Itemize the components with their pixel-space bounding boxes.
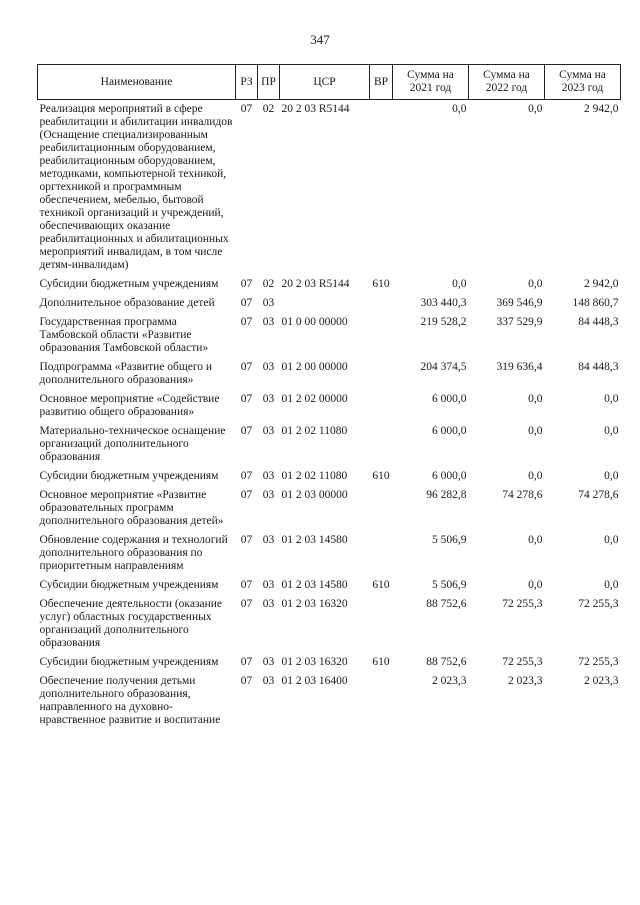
cell-sum-2022: 2 023,3 bbox=[508, 675, 543, 687]
cell-vr bbox=[370, 358, 393, 390]
table-row bbox=[38, 486, 621, 531]
cell-vr: 610 bbox=[372, 579, 390, 591]
cell-rz: 07 bbox=[240, 656, 253, 668]
cell-sum-2021: 0,0 bbox=[452, 103, 467, 115]
header-rz: РЗ bbox=[236, 65, 258, 100]
cell-sum-2023: 0,0 bbox=[604, 579, 619, 591]
table-row bbox=[38, 313, 621, 358]
cell-rz: 07 bbox=[240, 598, 253, 610]
table-row bbox=[38, 595, 621, 653]
cell-sum-2022: 0,0 bbox=[528, 579, 543, 591]
cell-rz: 07 bbox=[240, 489, 253, 501]
table-row bbox=[38, 653, 621, 672]
cell-sum-2021: 96 282,8 bbox=[426, 489, 467, 501]
cell-sum-2021: 6 000,0 bbox=[432, 470, 467, 482]
cell-sum-2021: 6 000,0 bbox=[432, 393, 467, 405]
table-row bbox=[38, 531, 621, 576]
cell-pr: 03 bbox=[262, 534, 275, 546]
cell-sum-2022: 0,0 bbox=[528, 470, 543, 482]
cell-name: Основное мероприятие «Содействие развитию общего образования» bbox=[39, 393, 220, 418]
cell-pr: 03 bbox=[262, 297, 275, 309]
cell-sum-2021: 88 752,6 bbox=[426, 598, 467, 610]
cell-name: Обновление содержания и технологий дополнительного образования по приоритетным направлениям bbox=[39, 534, 228, 572]
cell-pr: 02 bbox=[262, 103, 275, 115]
header-vr: ВР bbox=[370, 65, 393, 100]
cell-csr: 01 2 03 16400 bbox=[281, 675, 348, 687]
table-row bbox=[38, 422, 621, 467]
cell-name: Подпрограмма «Развитие общего и дополнительного образования» bbox=[39, 361, 213, 386]
cell-pr: 03 bbox=[262, 470, 275, 482]
cell-csr: 01 2 02 11080 bbox=[281, 470, 348, 482]
cell-sum-2022: 72 255,3 bbox=[502, 598, 543, 610]
header-pr: ПР bbox=[258, 65, 280, 100]
cell-sum-2023: 0,0 bbox=[604, 470, 619, 482]
cell-csr: 01 2 03 16320 bbox=[281, 598, 348, 610]
cell-sum-2023: 74 278,6 bbox=[578, 489, 619, 501]
header-sum-2021: Сумма на 2021 год bbox=[393, 65, 469, 100]
cell-name: Субсидии бюджетным учреждениям bbox=[39, 470, 219, 482]
cell-csr: 01 0 00 00000 bbox=[281, 316, 348, 328]
cell-rz: 07 bbox=[240, 534, 253, 546]
cell-csr: 01 2 03 00000 bbox=[281, 489, 348, 501]
cell-csr: 01 2 02 11080 bbox=[281, 425, 348, 437]
cell-rz: 07 bbox=[240, 103, 253, 115]
cell-csr: 20 2 03 R5144 bbox=[281, 103, 350, 115]
cell-vr bbox=[370, 422, 393, 467]
cell-sum-2023: 0,0 bbox=[604, 534, 619, 546]
cell-sum-2023: 2 023,3 bbox=[584, 675, 619, 687]
cell-pr: 03 bbox=[262, 425, 275, 437]
cell-sum-2021: 88 752,6 bbox=[426, 656, 467, 668]
cell-csr: 01 2 02 00000 bbox=[281, 393, 348, 405]
cell-sum-2021: 6 000,0 bbox=[432, 425, 467, 437]
cell-name: Реализация мероприятий в сфере реабилитации и абилитации инвалидов (Оснащение специализированным реабилитационным оборудованием, реабилитационным оборудованием, методиками, компьютерной техникой, оргтехникой и программным обеспечением, мебелью, бытовой техникой организаций и учреждений, обеспечивающих оказание реабилитационных и абилитационных мероприятий инвалидам, в том числе детям-инвалидам) bbox=[39, 103, 233, 271]
cell-name: Обеспечение получения детьми дополнительного образования, направленного на духовно-нравственное развитие и воспитание bbox=[39, 675, 221, 726]
budget-table bbox=[37, 64, 621, 730]
cell-name: Субсидии бюджетным учреждениям bbox=[39, 579, 219, 591]
header-sum-2022: Сумма на 2022 год bbox=[469, 65, 545, 100]
table-row bbox=[38, 390, 621, 422]
cell-sum-2022: 0,0 bbox=[528, 103, 543, 115]
cell-name: Материально-техническое оснащение организаций дополнительного образования bbox=[39, 425, 226, 463]
cell-pr: 02 bbox=[262, 278, 275, 290]
cell-vr bbox=[370, 294, 393, 313]
cell-sum-2021: 204 374,5 bbox=[420, 361, 467, 373]
cell-sum-2023: 84 448,3 bbox=[578, 316, 619, 328]
cell-name: Субсидии бюджетным учреждениям bbox=[39, 656, 219, 668]
cell-vr bbox=[370, 100, 393, 276]
cell-csr bbox=[280, 294, 370, 313]
cell-vr bbox=[370, 531, 393, 576]
table-row bbox=[38, 467, 621, 486]
header-name: Наименование bbox=[38, 65, 236, 100]
header-sum-2023: Сумма на 2023 год bbox=[545, 65, 621, 100]
cell-name: Дополнительное образование детей bbox=[39, 297, 215, 309]
cell-sum-2021: 303 440,3 bbox=[420, 297, 467, 309]
cell-rz: 07 bbox=[240, 278, 253, 290]
cell-sum-2022: 319 636,4 bbox=[496, 361, 543, 373]
header-csr: ЦСР bbox=[280, 65, 370, 100]
cell-sum-2023: 72 255,3 bbox=[578, 656, 619, 668]
cell-sum-2022: 0,0 bbox=[528, 278, 543, 290]
cell-name: Обеспечение деятельности (оказание услуг) областных государственных организаций дополнительного образования bbox=[39, 598, 223, 649]
cell-sum-2023: 84 448,3 bbox=[578, 361, 619, 373]
cell-rz: 07 bbox=[240, 361, 253, 373]
cell-sum-2023: 0,0 bbox=[604, 425, 619, 437]
cell-pr: 03 bbox=[262, 598, 275, 610]
cell-sum-2022: 0,0 bbox=[528, 425, 543, 437]
cell-sum-2022: 74 278,6 bbox=[502, 489, 543, 501]
cell-rz: 07 bbox=[240, 425, 253, 437]
cell-sum-2022: 369 546,9 bbox=[496, 297, 543, 309]
cell-vr bbox=[370, 390, 393, 422]
cell-sum-2022: 0,0 bbox=[528, 393, 543, 405]
cell-pr: 03 bbox=[262, 361, 275, 373]
cell-name: Субсидии бюджетным учреждениям bbox=[39, 278, 219, 290]
cell-sum-2023: 72 255,3 bbox=[578, 598, 619, 610]
cell-sum-2022: 72 255,3 bbox=[502, 656, 543, 668]
cell-vr: 610 bbox=[372, 278, 390, 290]
cell-sum-2021: 0,0 bbox=[452, 278, 467, 290]
cell-vr bbox=[370, 672, 393, 730]
cell-vr bbox=[370, 313, 393, 358]
cell-sum-2021: 5 506,9 bbox=[432, 534, 467, 546]
cell-vr bbox=[370, 486, 393, 531]
cell-pr: 03 bbox=[262, 675, 275, 687]
table-row bbox=[38, 294, 621, 313]
cell-sum-2023: 2 942,0 bbox=[584, 103, 619, 115]
cell-pr: 03 bbox=[262, 316, 275, 328]
cell-pr: 03 bbox=[262, 489, 275, 501]
table-row bbox=[38, 275, 621, 294]
cell-pr: 03 bbox=[262, 579, 275, 591]
cell-rz: 07 bbox=[240, 470, 253, 482]
cell-sum-2023: 2 942,0 bbox=[584, 278, 619, 290]
cell-sum-2021: 219 528,2 bbox=[420, 316, 467, 328]
cell-csr: 01 2 00 00000 bbox=[281, 361, 348, 373]
table-row bbox=[38, 576, 621, 595]
cell-name: Государственная программа Тамбовской области «Развитие образования Тамбовской области» bbox=[39, 316, 209, 354]
table-row bbox=[38, 672, 621, 730]
cell-csr: 20 2 03 R5144 bbox=[281, 278, 350, 290]
cell-pr: 03 bbox=[262, 393, 275, 405]
table-row bbox=[38, 100, 621, 276]
cell-sum-2021: 5 506,9 bbox=[432, 579, 467, 591]
cell-csr: 01 2 03 14580 bbox=[281, 534, 348, 546]
cell-rz: 07 bbox=[240, 675, 253, 687]
cell-csr: 01 2 03 16320 bbox=[281, 656, 348, 668]
cell-vr bbox=[370, 595, 393, 653]
cell-rz: 07 bbox=[240, 297, 253, 309]
cell-sum-2022: 0,0 bbox=[528, 534, 543, 546]
cell-rz: 07 bbox=[240, 316, 253, 328]
cell-sum-2023: 0,0 bbox=[604, 393, 619, 405]
table-row bbox=[38, 358, 621, 390]
cell-sum-2021: 2 023,3 bbox=[432, 675, 467, 687]
cell-vr: 610 bbox=[372, 470, 390, 482]
cell-name: Основное мероприятие «Развитие образовательных программ дополнительного образования детей» bbox=[39, 489, 224, 527]
table-header-row bbox=[38, 65, 621, 100]
cell-csr: 01 2 03 14580 bbox=[281, 579, 348, 591]
cell-sum-2022: 337 529,9 bbox=[496, 316, 543, 328]
cell-pr: 03 bbox=[262, 656, 275, 668]
cell-sum-2023: 148 860,7 bbox=[572, 297, 619, 309]
page-number: 347 bbox=[310, 32, 330, 47]
cell-vr: 610 bbox=[372, 656, 390, 668]
cell-rz: 07 bbox=[240, 579, 253, 591]
cell-rz: 07 bbox=[240, 393, 253, 405]
